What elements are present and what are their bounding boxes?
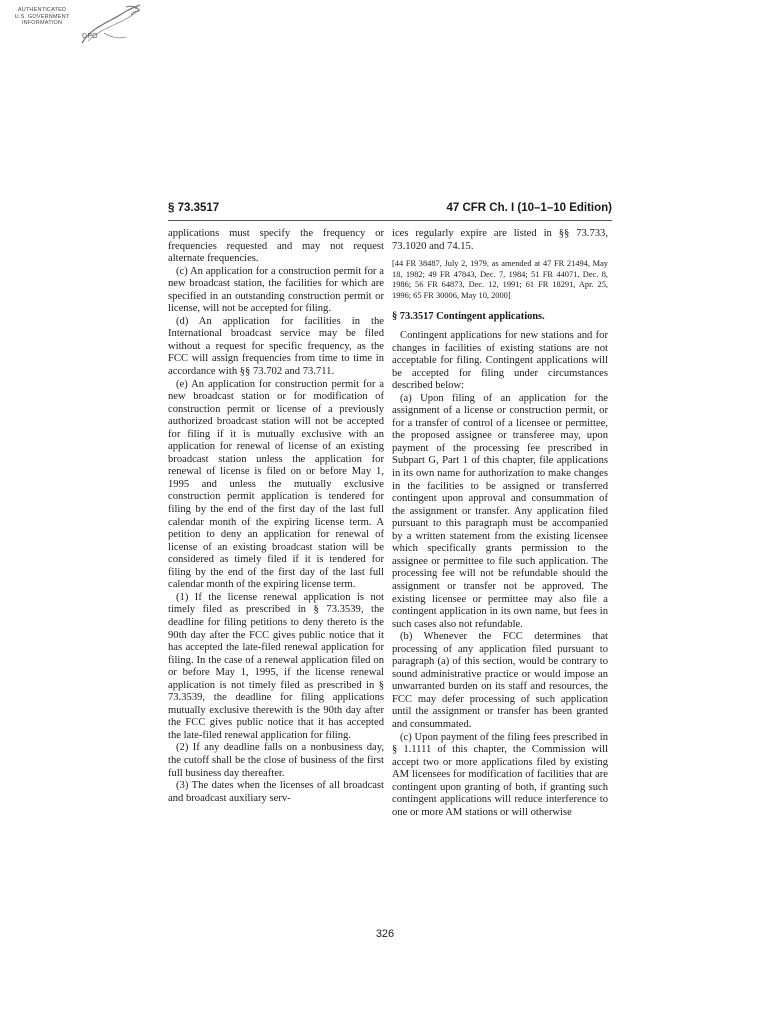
header-rule [168,220,612,221]
paragraph: (e) An application for construction permit for a new broadcast station or for modification of construction permit or license of a previously authorized broadcast station will not be accepted for filing if it is mutually exclusive with an application for renewal of license of an existing broadcast station unless the application for renewal of license is filed on or before May 1, 1995 and unless the mutually exclusive construction permit application is tendered for filing by the end of the first day of the last full calendar month of the expiring license term. A petition to deny an application for renewal of license of an existing broadcast station will be considered as timely filed if it is tendered for filing by the end of the first day of the last full calendar month of the expiring license term. [168,378,384,591]
paragraph: Contingent applications for new stations and for changes in facilities of existing stations are not acceptable for filing. Contingent applications will be accepted for filing under circumstances described below: [392,330,608,392]
left-column [168,228,384,805]
right-column [392,228,608,819]
section-heading: § 73.3517 Contingent applications. [392,311,545,323]
header-section-number: § 73.3517 [168,202,220,214]
paragraph: (2) If any deadline falls on a nonbusiness day, the cutoff shall be the close of business of the first full business day thereafter. [168,742,384,779]
paragraph: (a) Upon filing of an application for the assignment of a license or construction permit, or for a transfer of control of a licensee or permittee, the proposed assignee or transferee may, upon payment of the processing fee prescribed in Subpart G, Part 1 of this chapter, file applications in its own name for authorization to make changes in the facilities to be assigned or transferred contingent upon approval and consummation of the assignment or transfer. Any application filed pursuant to this paragraph must be accompanied by a written statement from the existing licensee which specifically grants permission to the assignee or permittee to file such application. The processing fee will not be refundable should the assignment or transfer not be approved. The existing licensee or permittee may also file a contingent application in its own name, but fees in such cases also not refundable. [392,392,608,630]
seal-text [4,7,80,27]
seal-line-3: INFORMATION [21,20,63,26]
header-title: 47 CFR Ch. I (10–1–10 Edition) [446,202,612,214]
source-citation: [44 FR 38487, July 2, 1979, as amended at 47 FR 21494, May 18, 1982; 49 FR 47843, Dec. 7, 1984; 51 FR 44071, Dec. 8, 1986; 56 FR 64873, Dec. 12, 1991; 61 FR 18291, Apr. 25, 1996; 65 FR 30006, May 10, 2000] [392,259,608,300]
paragraph: ices regularly expire are listed in §§ 73.733, 73.1020 and 74.15. [392,228,608,252]
paragraph: (1) If the license renewal application is not timely filed as prescribed in § 73.3539, the deadline for filing petitions to deny thereto is the 90th day after the FCC gives public notice that it has accepted the late-filed renewal application for filing. In the case of a renewal application filed on or before May 1, 1995, if the license renewal application is not timely filed as prescribed in § 73.3539, the deadline for filing applications mutually exclusive therewith is the 90th day after the FCC gives public notice that it has accepted the late-filed renewal application for filing. [168,591,384,741]
paragraph: (b) Whenever the FCC determines that processing of any application filed pursuant to paragraph (a) of this section, would be contrary to sound administrative practice or would impose an unwarranted burden on its staff and resources, the FCC may defer processing of such application until the assignment or transfer has been granted and consummated. [392,631,608,730]
paragraph: (c) Upon payment of the filing fees prescribed in § 1.1111 of this chapter, the Commission will accept two or more applications filed by existing AM licensees for modification of facilities that are contingent upon granting of both, if granting such contingent applications will reduce interference to one or more AM stations or will otherwise [392,731,608,818]
page-number: 326 [375,928,395,940]
page-header [168,202,612,220]
seal-line-1: AUTHENTICATED [17,7,67,13]
paragraph: (c) An application for a construction permit for a new broadcast station, the facilities for which are specified in an outstanding construction permit or license, will not be accepted for filing. [168,265,384,315]
gpo-mark: GPO [82,33,98,40]
gpo-authentication-seal [4,3,144,55]
gpo-seal-icon [76,3,146,51]
paragraph: (3) The dates when the licenses of all broadcast and broadcast auxiliary serv- [168,780,384,804]
seal-line-2: U.S. GOVERNMENT [14,13,70,20]
paragraph: applications must specify the frequency or frequencies requested and may not request alternate frequencies. [168,228,384,265]
paragraph: (d) An application for facilities in the International broadcast service may be filed without a request for specific frequency, as the FCC will assign frequencies from time to time in accordance with §§ 73.702 and 73.711. [168,315,384,378]
